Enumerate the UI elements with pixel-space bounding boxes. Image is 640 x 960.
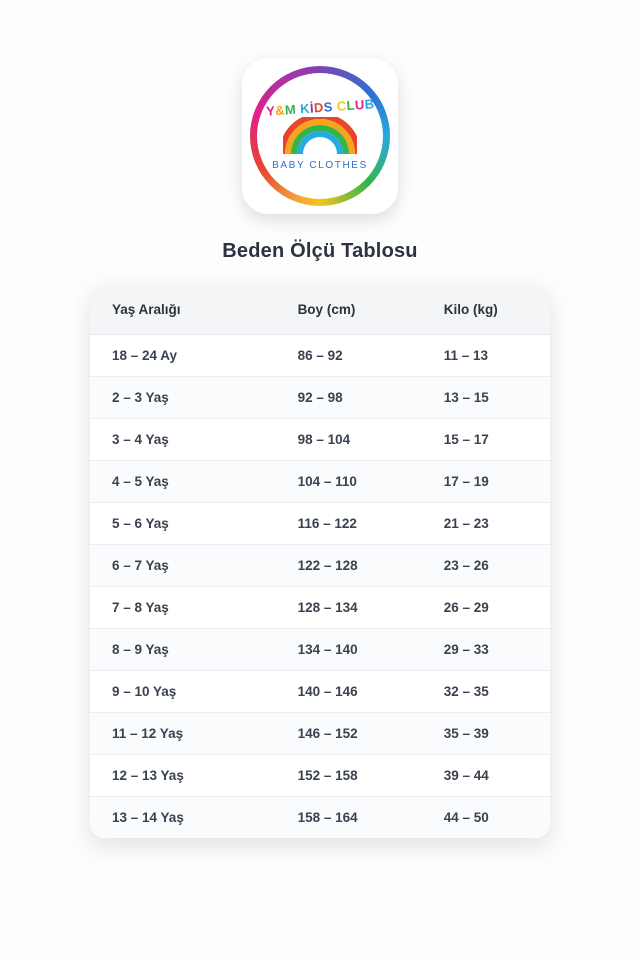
table-header-row — [90, 285, 550, 335]
table-row — [90, 755, 550, 797]
cell-height: 98 – 104 — [290, 419, 438, 461]
cell-weight: 35 – 39 — [438, 713, 550, 755]
logo-letter: Y — [265, 103, 276, 119]
logo-letter: C — [335, 98, 347, 114]
cell-age: 6 – 7 Yaş — [90, 545, 290, 587]
table-row — [90, 377, 550, 419]
cell-age: 13 – 14 Yaş — [90, 797, 290, 839]
cell-age: 18 – 24 Ay — [90, 335, 290, 377]
table-row — [90, 461, 550, 503]
cell-height: 134 – 140 — [290, 629, 438, 671]
cell-age: 4 – 5 Yaş — [90, 461, 290, 503]
cell-height: 92 – 98 — [290, 377, 438, 419]
cell-height: 152 – 158 — [290, 755, 438, 797]
table-row — [90, 629, 550, 671]
table-row — [90, 545, 550, 587]
table-row — [90, 671, 550, 713]
logo-brand-text — [265, 97, 374, 118]
table-row — [90, 335, 550, 377]
cell-weight: 17 – 19 — [438, 461, 550, 503]
cell-age: 11 – 12 Yaş — [90, 713, 290, 755]
page-title: Beden Ölçü Tablosu — [222, 240, 418, 262]
table-row — [90, 503, 550, 545]
cell-height: 116 – 122 — [290, 503, 438, 545]
logo-letter: U — [354, 96, 365, 113]
table-header — [90, 285, 550, 335]
logo-letter: L — [345, 97, 356, 114]
logo-letter: S — [322, 99, 334, 115]
rainbow-icon — [283, 117, 357, 154]
cell-weight: 13 – 15 — [438, 377, 550, 419]
size-table — [90, 285, 550, 838]
brand-logo — [242, 58, 398, 214]
cell-height: 146 – 152 — [290, 713, 438, 755]
table-row — [90, 587, 550, 629]
size-table-card — [90, 285, 550, 838]
logo-content — [242, 58, 398, 214]
cell-age: 7 – 8 Yaş — [90, 587, 290, 629]
logo-tagline: BABY CLOTHES — [272, 160, 368, 171]
cell-weight: 32 – 35 — [438, 671, 550, 713]
cell-weight: 29 – 33 — [438, 629, 550, 671]
table-row — [90, 713, 550, 755]
column-header-weight: Kilo (kg) — [438, 285, 550, 335]
cell-weight: 21 – 23 — [438, 503, 550, 545]
cell-height: 128 – 134 — [290, 587, 438, 629]
cell-height: 140 – 146 — [290, 671, 438, 713]
logo-letter: İ — [309, 100, 315, 116]
cell-weight: 11 – 13 — [438, 335, 550, 377]
cell-age: 8 – 9 Yaş — [90, 629, 290, 671]
column-header-height: Boy (cm) — [290, 285, 438, 335]
cell-weight: 44 – 50 — [438, 797, 550, 839]
cell-weight: 23 – 26 — [438, 545, 550, 587]
cell-age: 9 – 10 Yaş — [90, 671, 290, 713]
cell-age: 12 – 13 Yaş — [90, 755, 290, 797]
cell-height: 86 – 92 — [290, 335, 438, 377]
cell-height: 122 – 128 — [290, 545, 438, 587]
cell-age: 3 – 4 Yaş — [90, 419, 290, 461]
table-body — [90, 335, 550, 839]
cell-weight: 15 – 17 — [438, 419, 550, 461]
logo-letter: K — [299, 100, 311, 117]
cell-weight: 26 – 29 — [438, 587, 550, 629]
logo-letter: M — [284, 101, 297, 118]
table-row — [90, 797, 550, 839]
column-header-age: Yaş Aralığı — [90, 285, 290, 335]
cell-age: 5 – 6 Yaş — [90, 503, 290, 545]
cell-age: 2 – 3 Yaş — [90, 377, 290, 419]
cell-height: 158 – 164 — [290, 797, 438, 839]
logo-letter: B — [363, 96, 375, 112]
table-row — [90, 419, 550, 461]
cell-weight: 39 – 44 — [438, 755, 550, 797]
cell-height: 104 – 110 — [290, 461, 438, 503]
logo-letter: & — [274, 102, 286, 119]
logo-letter: D — [313, 99, 324, 116]
